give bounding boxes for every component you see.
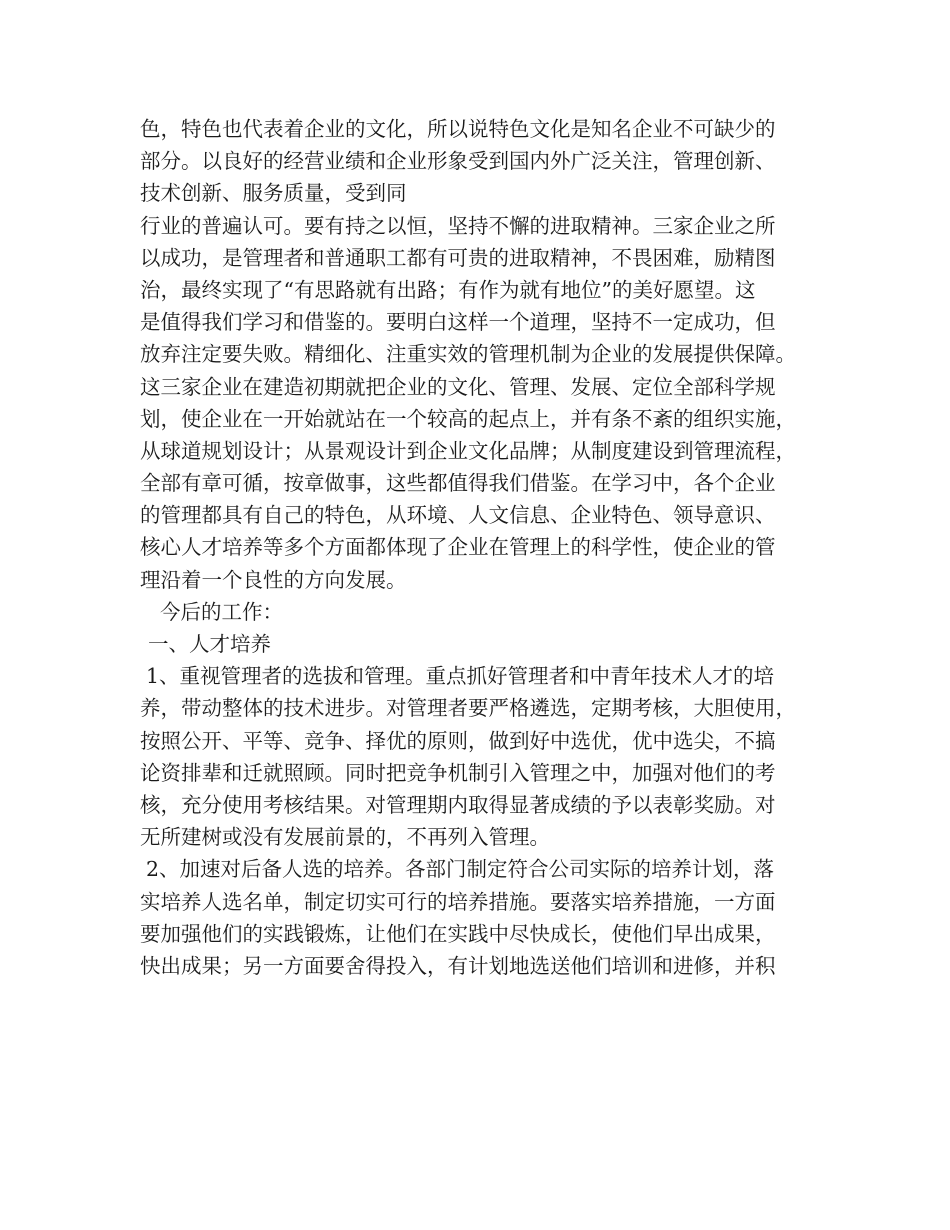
text-line: 养，带动整体的技术进步。对管理者要严格遴选，定期考核，大胆使用，	[140, 696, 796, 721]
text-line: 核心人才培养等多个方面都体现了企业在管理上的科学性，使企业的管	[140, 535, 776, 560]
text-line: 部分。以良好的经营业绩和企业形象受到国内外广泛关注，管理创新、	[140, 149, 776, 174]
text-line: 这三家企业在建造初期就把企业的文化、管理、发展、定位全部科学规	[140, 374, 776, 399]
section-heading-future-work: 今后的工作：	[160, 599, 283, 624]
text-line: 无所建树或没有发展前景的，不再列入管理。	[140, 825, 550, 850]
text-line: 的管理都具有自己的特色，从环境、人文信息、企业特色、领导意识、	[140, 503, 776, 528]
list-item-text: 1、重视管理者的选拔和管理。重点抓好管理者和中青年技术人才的培	[146, 664, 775, 689]
text-line: 论资排辈和迁就照顾。同时把竞争机制引入管理之中，加强对他们的考	[140, 760, 776, 785]
text-line: 从球道规划设计；从景观设计到企业文化品牌；从制度建设到管理流程，	[140, 438, 796, 463]
text-line: 按照公开、平等、竞争、择优的原则，做到好中选优，优中选尖，不搞	[140, 728, 776, 753]
text-line: 色，特色也代表着企业的文化，所以说特色文化是知名企业不可缺少的	[140, 117, 776, 141]
document-body	[140, 113, 820, 982]
text-line: 要加强他们的实践锻炼，让他们在实践中尽快成长，使他们早出成果，	[140, 921, 776, 946]
text-line: 核，充分使用考核结果。对管理期内取得显著成绩的予以表彰奖励。对	[140, 792, 776, 817]
list-item-text: 2、加速对后备人选的培养。各部门制定符合公司实际的培养计划，落	[146, 857, 775, 882]
text-line: 理沿着一个良性的方向发展。	[140, 567, 407, 592]
text-line: 放弃注定要失败。精细化、注重实效的管理机制为企业的发展提供保障。	[140, 342, 796, 367]
text-line: 以成功，是管理者和普通职工都有可贵的进取精神，不畏困难，励精图	[140, 245, 776, 270]
section-heading-talent: 一、人才培养	[148, 632, 271, 656]
text-line: 是值得我们学习和借鉴的。要明白这样一个道理，坚持不一定成功，但	[140, 310, 776, 335]
text-line: 全部有章可循，按章做事，这些都值得我们借鉴。在学习中，各个企业	[140, 471, 776, 496]
text-line: 治，最终实现了“有思路就有出路；有作为就有地位”的美好愿望。这	[140, 277, 756, 302]
text-line: 划，使企业在一开始就站在一个较高的起点上，并有条不紊的组织实施，	[140, 406, 796, 431]
text-line: 实培养人选名单，制定切实可行的培养措施。要落实培养措施，一方面	[140, 889, 776, 914]
text-line: 技术创新、服务质量，受到同	[140, 181, 407, 206]
text-line: 行业的普遍认可。要有持之以恒，坚持不懈的进取精神。三家企业之所	[140, 213, 776, 238]
text-line: 快出成果；另一方面要舍得投入，有计划地选送他们培训和进修，并积	[140, 953, 776, 978]
